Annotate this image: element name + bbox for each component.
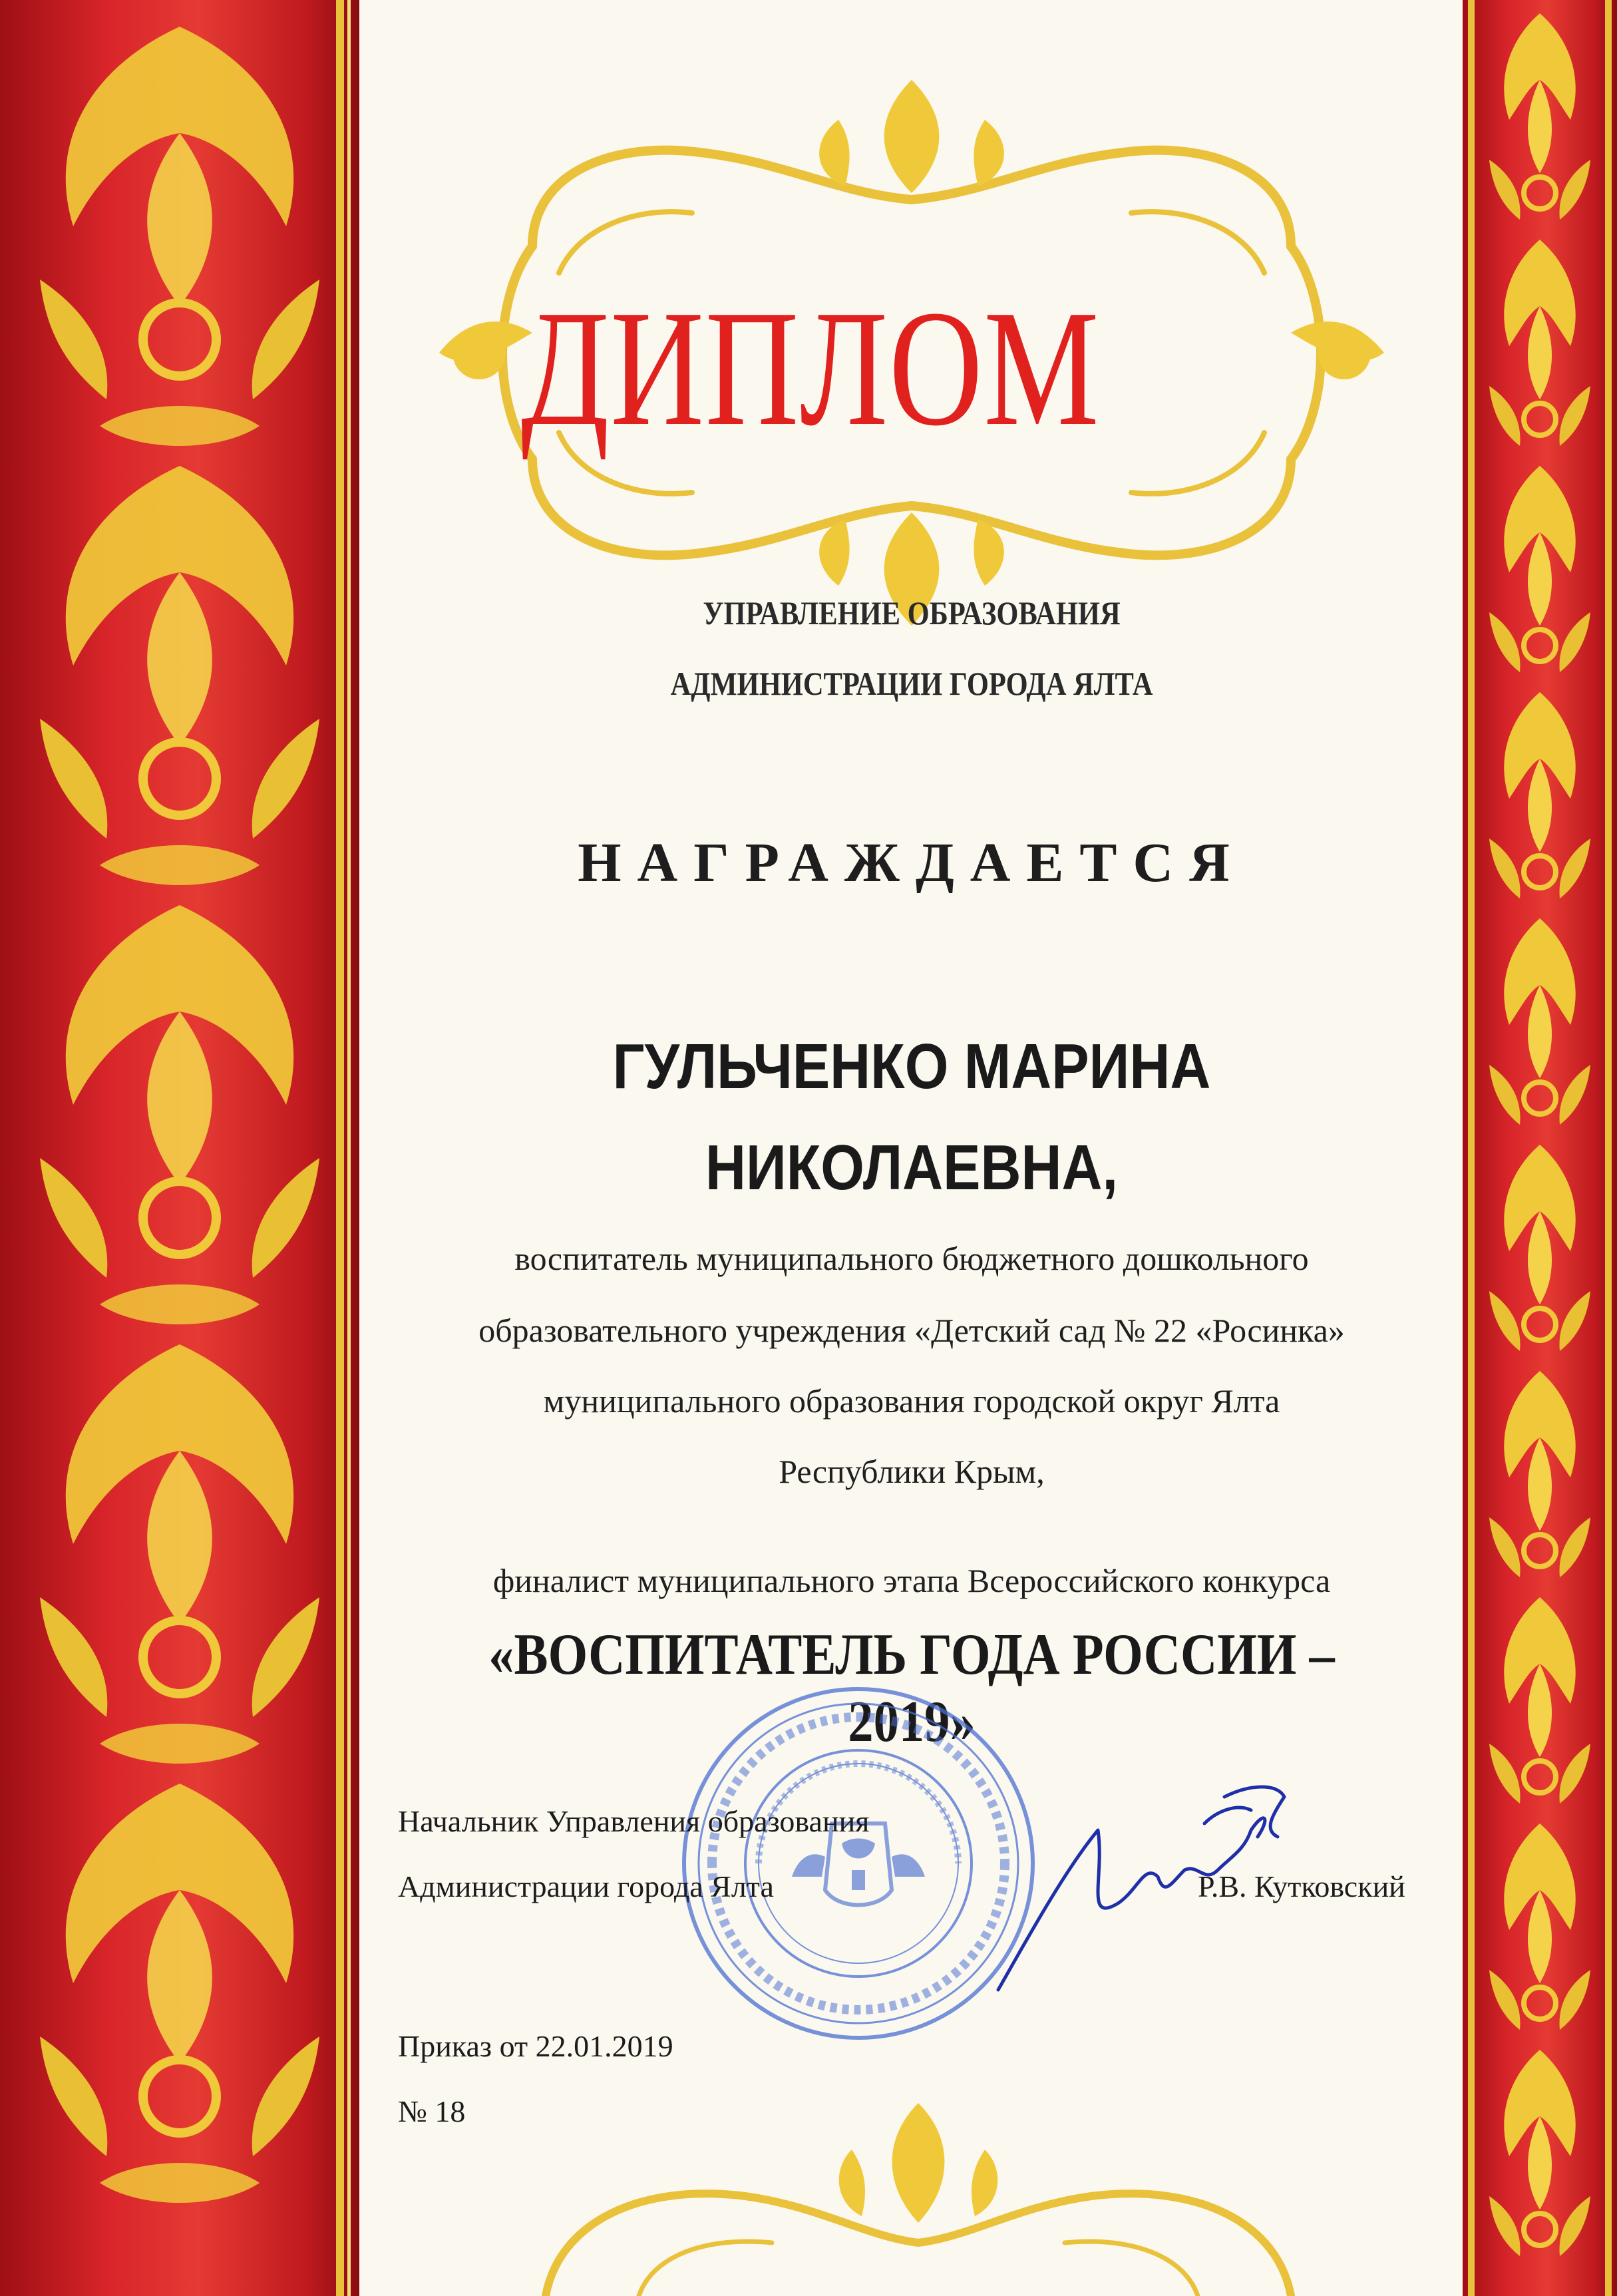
signatory-title-line-2: Администрации города Ялта [398,1869,774,1903]
diploma-title: ДИПЛОМ [520,276,1101,461]
bottom-gold-ornament [506,2090,1331,2296]
signatory-name: Р.В. Кутковский [1198,1869,1405,1903]
description-line: муниципального образования городской округ Ялта [543,1382,1280,1420]
contest-name: «ВОСПИТАТЕЛЬ ГОДА РОССИИ – 2019» [488,1623,1335,1754]
issuer-line-2: АДМИНИСТРАЦИИ ГОРОДА ЯЛТА [670,665,1153,702]
signatory-title-line-1: Начальник Управления образования [398,1804,870,1838]
recipient-name-line-1: ГУЛЬЧЕНКО МАРИНА [612,1031,1211,1102]
order-date: Приказ от 22.01.2019 [398,2029,673,2063]
description-line: воспитатель муниципального бюджетного дошкольного [514,1240,1309,1277]
issuer-line-1: УПРАВЛЕНИЕ ОБРАЗОВАНИЯ [703,594,1121,632]
finalist-text: финалист муниципального этапа Всероссийского конкурса [492,1562,1331,1599]
description-line: Республики Крым, [779,1453,1045,1490]
recipient-name-line-2: НИКОЛАЕВНА, [705,1132,1119,1203]
order-number: № 18 [398,2094,466,2128]
awarded-heading: НАГРАЖДАЕТСЯ [578,832,1246,894]
description-line: образовательного учреждения «Детский сад № 22 «Росинка» [478,1312,1345,1349]
